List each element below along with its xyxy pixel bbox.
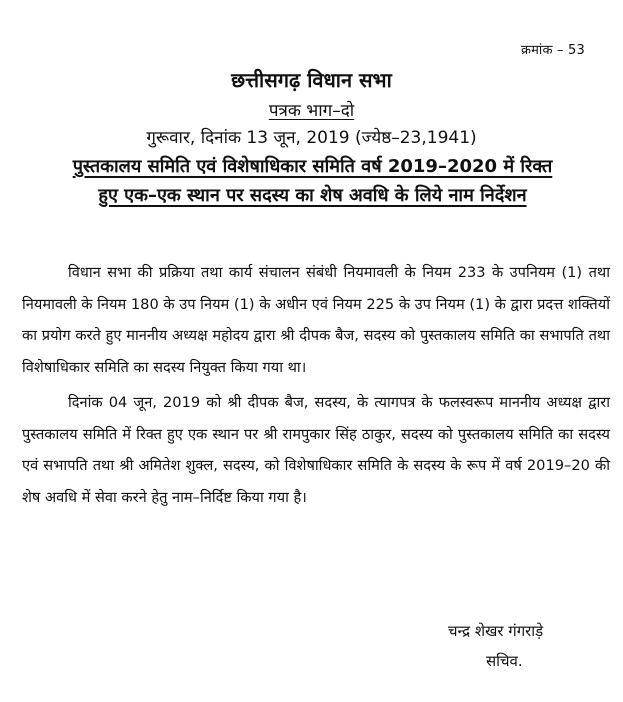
signatory-name: चन्द्र शेखर गंगराड़े — [448, 622, 544, 640]
date-line: गुरूवार, दिनांक 13 जून, 2019 (ज्येष्ठ–23,1941) — [146, 128, 477, 148]
subject-line-2: हुए एक–एक स्थान पर सदस्य का शेष अवधि के लिये नाम निर्देशन — [98, 185, 527, 206]
serial-number: क्रमांक – 53 — [520, 43, 585, 58]
bulletin-part: पत्रक भाग–दो — [268, 101, 355, 121]
paragraph-1: विधान सभा की प्रक्रिया तथा कार्य संचालन संबंधी नियमावली के नियम 233 के उपनियम (1) तथा नियमावली के नियम 180 के उप नियम (1) के अधीन एवं नियम 225 के उप नियम (1) के द्वारा प्रदत्त शक्तियों का प्रयोग करते हुए माननीय अध्यक्ष महोदय द्वारा श्री दीपक बैज, सदस्य को पुस्तकालय समिति का सभापति तथा विशेषाधिकार समिति का सदस्य नियुक्त किया गया था। — [22, 264, 610, 376]
body-text — [22, 257, 610, 513]
paragraph-2: दिनांक 04 जून, 2019 को श्री दीपक बैज, सदस्य, के त्यागपत्र के फलस्वरूप माननीय अध्यक्ष द्वारा पुस्तकालय समिति में रिक्त हुए एक स्थान पर श्री रामपुकार सिंह ठाकुर, सदस्य को पुस्तकालय समिति का सदस्य एवं सभापति तथा श्री अमितेश शुक्ल, सदस्य, को विशेषाधिकार समिति के सदस्य के रूप में वर्ष 2019–20 की शेष अवधि में सेवा करने हेतु नाम–निर्दिष्ट किया गया है। — [22, 394, 610, 506]
subject-heading — [14, 152, 611, 210]
signatory-designation: सचिव. — [486, 652, 523, 670]
signature-block — [448, 616, 543, 676]
assembly-name: छत्तीसगढ़ विधान सभा — [231, 68, 392, 92]
subject-line-1: पुस्तकालय समिति एवं विशेषाधिकार समिति वर्ष 2019–2020 में रिक्त — [72, 156, 553, 177]
